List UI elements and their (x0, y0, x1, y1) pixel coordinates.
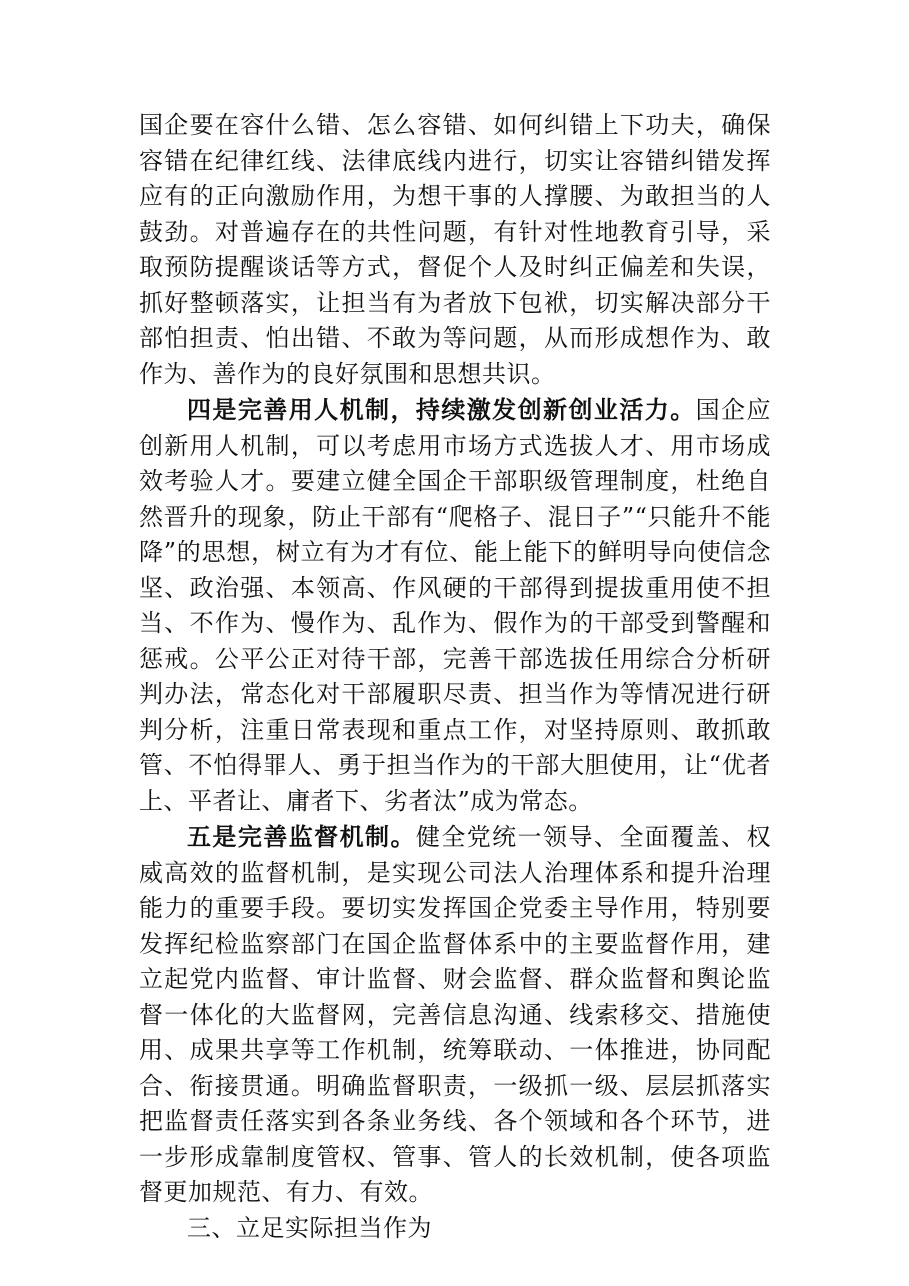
document-page (139, 108, 771, 1246)
paragraph-body-supervision: 健全党统一领导、全面覆盖、权威高效的监督机制，是实现公司法人治理体系和提升治理能力的重要手段。要切实发挥国企党委主导作用，特别要发挥纪检监察部门在国企监督体系中的主要监督作用，建立起党内监督、审计监督、财会监督、群众监督和舆论监督一体化的大监督网，完善信息沟通、线索移交、措施使用、成果共享等工作机制，统筹联动、一体推进，协同配合、衔接贯通。明确监督职责，一级抓一级、层层抓落实把监督责任落实到各条业务线、各个领域和各个环节，进一步形成靠制度管权、管事、管人的长效机制，使各项监督更加规范、有力、有效。 (139, 823, 772, 1206)
paragraph-body-employment: 国企应创新用人机制，可以考虑用市场方式选拔人才、用市场成效考验人才。要建立健全国企干部职级管理制度，杜绝自然晋升的现象，防止干部有“爬格子、混日子”“只能升不能降”的思想，树立有为才有位、能上能下的鲜明导向使信念坚、政治强、本领高、作风硬的干部得到提拔重用使不担当、不作为、慢作为、乱作为、假作为的干部受到警醒和惩戒。公平公正对待干部，完善干部选拔任用综合分析研判办法，常态化对干部履职尽责、担当作为等情况进行研判分析，注重日常表现和重点工作，对坚持原则、敢抓敢管、不怕得罪人、勇于担当作为的干部大胆使用，让“优者上、平者让、庸者下、劣者汰”成为常态。 (139, 396, 772, 815)
paragraph-lead-supervision: 五是完善监督机制。 (187, 822, 416, 851)
paragraph-tolerance-errors: 国企要在容什么错、怎么容错、如何纠错上下功夫，确保容错在纪律红线、法律底线内进行，切实让容错纠错发挥应有的正向激励作用，为想干事的人撑腰、为敢担当的人鼓劲。对普遍存在的共性问题，有针对性地教育引导，采取预防提醒谈话等方式，督促个人及时纠正偏差和失误，抓好整顿落实，让担当有为者放下包袱，切实解决部分干部怕担责、怕出错、不敢为等问题，从而形成想作为、敢作为、善作为的良好氛围和思想共识。 (139, 111, 771, 388)
section-heading-three: 三、立足实际担当作为 (187, 1213, 432, 1242)
paragraph-lead-employment: 四是完善用人机制，持续激发创新创业活力。 (187, 395, 696, 424)
paragraph-supervision-mechanism (139, 819, 771, 1211)
paragraph-employment-mechanism (139, 392, 771, 819)
